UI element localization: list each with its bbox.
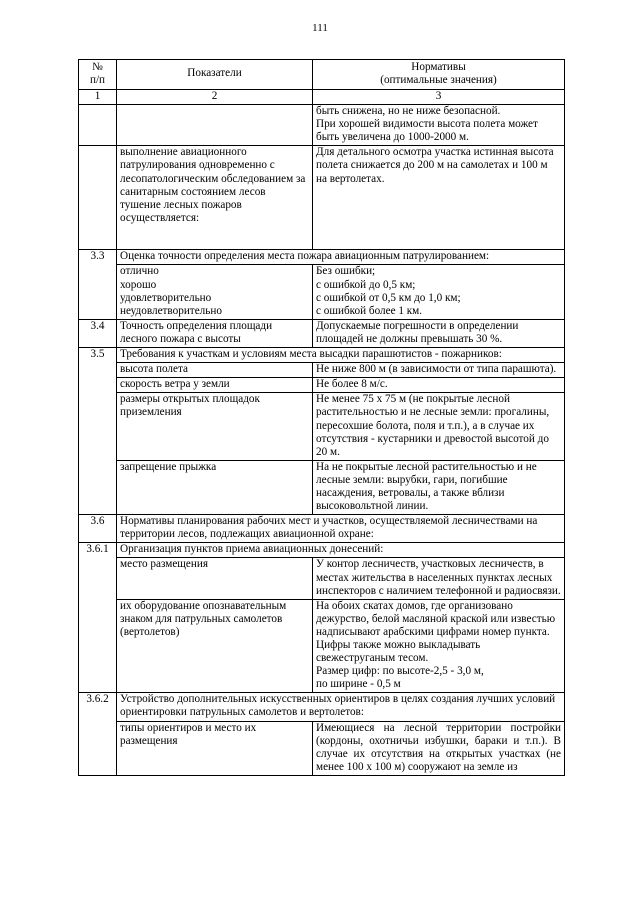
- table-row: [79, 721, 565, 775]
- table-row: [79, 558, 565, 599]
- table-row: [79, 393, 565, 460]
- table-row: [79, 265, 565, 319]
- header-indicators: Показатели: [117, 60, 313, 90]
- section-row-3-3: [79, 250, 565, 265]
- norm-cell: Для детального осмотра участка истинная высота полета снижается до 200 м на самолетах и 100 м на вертолетах.: [313, 146, 565, 250]
- section-row-3-6: [79, 515, 565, 543]
- section-number: 3.3: [79, 250, 117, 319]
- section-row-3-6-2: [79, 693, 565, 721]
- header-number: № п/п: [79, 60, 117, 90]
- norm-cell: На обоих скатах домов, где организовано дежурство, белой масляной краской или известью надписывают арабскими цифрами номер пункта. Цифры также можно выкладывать свежеструганым тесом. Размер цифр: по высоте-2,5 - 3,0 м, по ширине - 0,5 м: [313, 599, 565, 693]
- indicator-cell: скорость ветра у земли: [117, 378, 313, 393]
- indicator-cell: место размещения: [117, 558, 313, 599]
- section-row-3-6-1: [79, 543, 565, 558]
- section-title: Устройство дополнительных искусственных ориентиров в целях создания лучших условий ориентировки патрульных самолетов и вертолетов:: [117, 693, 565, 721]
- indicator-cell: высота полета: [117, 363, 313, 378]
- section-number: 3.6.1: [79, 543, 117, 693]
- table-row: [79, 363, 565, 378]
- section-number: 3.4: [79, 319, 117, 347]
- column-number-2: 2: [117, 90, 313, 105]
- column-numbers-row: [79, 90, 565, 105]
- indicator-cell: запрещение прыжка: [117, 460, 313, 514]
- indicator-cell: Точность определения площади лесного пожара с высоты: [117, 319, 313, 347]
- norm-cell: Не ниже 800 м (в зависимости от типа парашюта).: [313, 363, 565, 378]
- indicator-cell: размеры открытых площадок приземления: [117, 393, 313, 460]
- norm-cell: На не покрытые лесной растительностью и не лесные земли: вырубки, гари, погибшие насаждения, ветровалы, а также вблизи высоковольтной линии.: [313, 460, 565, 514]
- indicator-cell: типы ориентиров и место их размещения: [117, 721, 313, 775]
- indicator-cell: выполнение авиационного патрулирования одновременно с лесопатологическим обследованием за санитарным состоянием лесов тушение лесных пожаров осуществляется:: [117, 146, 313, 250]
- header-norms: Нормативы (оптимальные значения): [313, 60, 565, 90]
- section-row-3-4: [79, 319, 565, 347]
- table-row: [79, 105, 565, 146]
- section-number: 3.5: [79, 348, 117, 515]
- section-title: Требования к участкам и условиям места высадки парашютистов - пожарников:: [117, 348, 565, 363]
- page-number: 111: [312, 22, 328, 34]
- table-row: [79, 378, 565, 393]
- norm-cell: Имеющиеся на лесной территории постройки (кордоны, охотничьи избушки, бараки и т.п.). В случае их отсутствия на открытых участках (не менее 100 х 100 м) сооружают на земле из: [313, 721, 565, 775]
- table-row: [79, 599, 565, 693]
- norms-table: [78, 59, 565, 776]
- norm-cell: У контор лесничеств, участковых лесничеств, в местах жительства в населенных пунктах лесных инспекторов с наличием телефонной и радиосвязи.: [313, 558, 565, 599]
- indicator-cell: отлично хорошо удовлетворительно неудовлетворительно: [117, 265, 313, 319]
- section-number: 3.6: [79, 515, 117, 543]
- section-title: Организация пунктов приема авиационных донесений:: [117, 543, 565, 558]
- digit-width-line: по ширине - 0,5 м: [316, 678, 401, 691]
- indicator-cell: их оборудование опознавательным знаком для патрульных самолетов (вертолетов): [117, 599, 313, 693]
- section-title: Оценка точности определения места пожара авиационным патрулированием:: [117, 250, 565, 265]
- section-title: Нормативы планирования рабочих мест и участков, осуществляемой лесничествами на территории лесов, подлежащих авиационной охране:: [117, 515, 565, 543]
- norm-cell: Допускаемые погрешности в определении площадей не должны превышать 30 %.: [313, 319, 565, 347]
- table-header-row: [79, 60, 565, 90]
- norm-cell: Не менее 75 х 75 м (не покрытые лесной растительностью и не лесные земли: прогалины, пересохшие болота, поля и т.п.), а в случае их отсутствия - кустарники и древостой высотой до 20 м.: [313, 393, 565, 460]
- norm-cell: Не более 8 м/с.: [313, 378, 565, 393]
- section-row-3-5: [79, 348, 565, 363]
- column-number-3: 3: [313, 90, 565, 105]
- norm-cell: Без ошибки; с ошибкой до 0,5 км; с ошибкой от 0,5 км до 1,0 км; с ошибкой более 1 км.: [313, 265, 565, 319]
- column-number-1: 1: [79, 90, 117, 105]
- norm-cell: быть снижена, но не ниже безопасной. При хорошей видимости высота полета может быть увеличена до 1000-2000 м.: [313, 105, 565, 146]
- table-row: [79, 146, 565, 250]
- section-number: 3.6.2: [79, 693, 117, 776]
- digit-size-line: Размер цифр: по высоте-2,5 - 3,0 м,: [316, 665, 484, 678]
- table-row: [79, 460, 565, 514]
